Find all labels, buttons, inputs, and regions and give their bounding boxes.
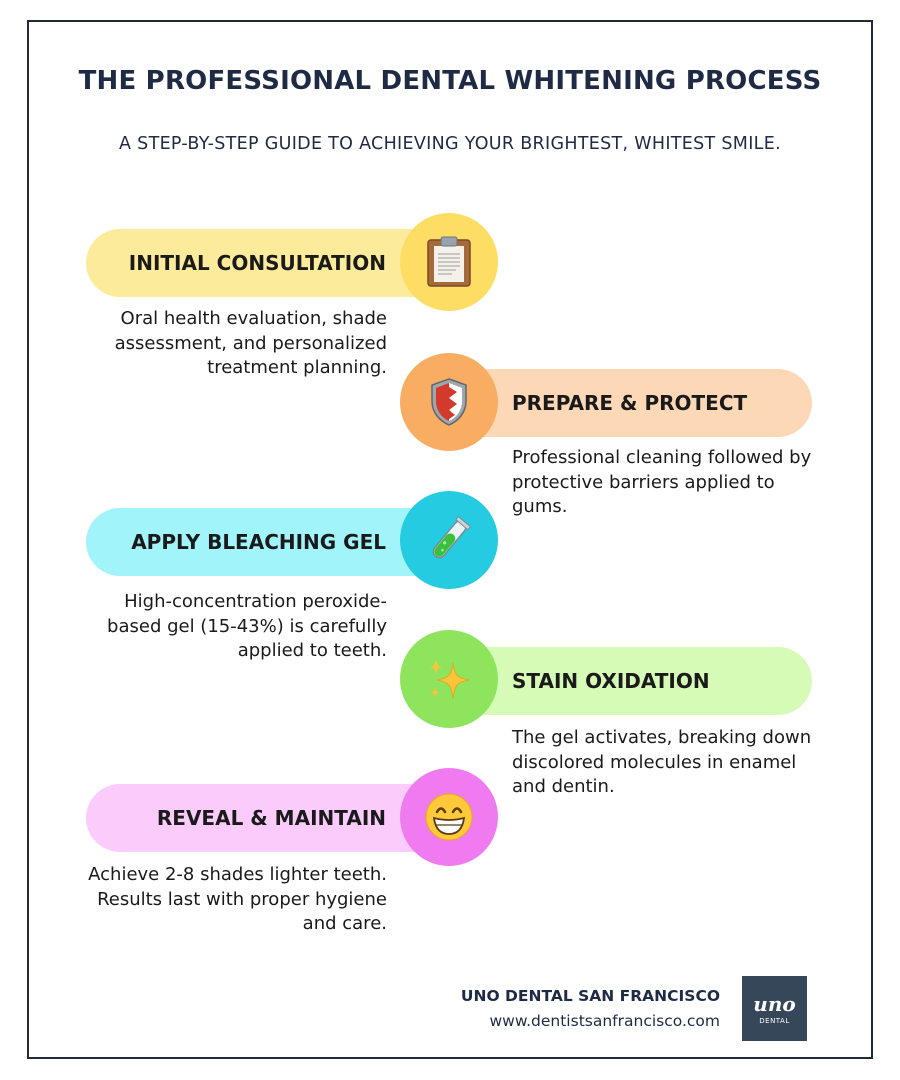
grinning-face-icon <box>424 792 474 842</box>
sparkles-icon <box>425 655 473 703</box>
step-consultation-description: Oral health evaluation, shade assessment, and personalized treatment planning. <box>114 308 387 378</box>
logo-subtext: DENTAL <box>759 1017 790 1025</box>
shield-icon <box>429 377 469 427</box>
step-prepare-circle <box>400 353 498 451</box>
step-label: STAIN OXIDATION <box>512 669 710 693</box>
step-label: INITIAL CONSULTATION <box>128 251 386 275</box>
step-label: PREPARE & PROTECT <box>512 391 748 415</box>
step-reveal-description: Achieve 2-8 shades lighter teeth. Results last with proper hygiene and care. <box>88 864 387 934</box>
step-consultation-circle <box>400 213 498 311</box>
test-tube-icon <box>424 515 474 565</box>
step-prepare-description: Professional cleaning followed by protective barriers applied to gums. <box>512 447 812 517</box>
step-gel-description: High-concentration peroxide-based gel (15-43%) is carefully applied to teeth. <box>107 591 387 661</box>
footer-website-link[interactable]: www.dentistsanfrancisco.com <box>489 1012 720 1030</box>
step-oxidation-description: The gel activates, breaking down discolored molecules in enamel and dentin. <box>512 727 812 797</box>
page-subtitle: A STEP-BY-STEP GUIDE TO ACHIEVING YOUR BRIGHTEST, WHITEST SMILE. <box>119 134 781 154</box>
step-gel-circle <box>400 491 498 589</box>
clipboard-icon <box>426 236 472 288</box>
step-oxidation-circle <box>400 630 498 728</box>
step-label: APPLY BLEACHING GEL <box>131 530 386 554</box>
uno-dental-logo <box>742 976 807 1041</box>
step-label: REVEAL & MAINTAIN <box>156 806 386 830</box>
step-reveal-circle <box>400 768 498 866</box>
footer-practice-name: UNO DENTAL SAN FRANCISCO <box>460 987 720 1005</box>
page-title: THE PROFESSIONAL DENTAL WHITENING PROCESS <box>78 66 822 96</box>
logo-wordmark: uno <box>753 992 796 1016</box>
